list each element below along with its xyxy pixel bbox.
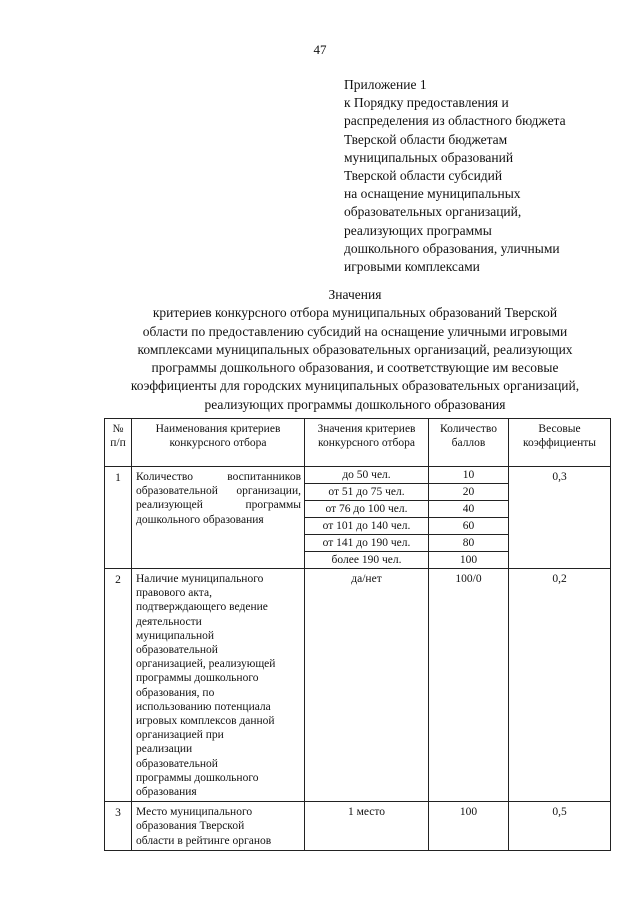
criteria-table [104, 418, 611, 851]
heading-line: программы дошкольного образования, и соответствующие им весовые [151, 360, 559, 376]
table-header-row [105, 419, 611, 467]
row-number: 1 [105, 467, 132, 569]
value-option: от 76 до 100 чел. [305, 501, 428, 518]
header-num: № п/п [105, 419, 132, 467]
value-option: от 51 до 75 чел. [305, 484, 428, 501]
weight-coefficient: 0,3 [509, 467, 611, 569]
value-option: от 141 до 190 чел. [305, 535, 428, 552]
criterion-points [429, 802, 509, 851]
criterion-points [429, 569, 509, 802]
heading-line: реализующих программы дошкольного образования [204, 396, 506, 412]
header-name: Наименования критериев конкурсного отбора [132, 419, 305, 467]
heading-title: Значения [328, 287, 382, 302]
points-option: 100/0 [455, 573, 482, 585]
criterion-name: Количество воспитанников образовательной организации, реализующей программы дошкольного образования [132, 467, 305, 569]
header-points: Количество баллов [429, 419, 509, 467]
document-heading [90, 286, 620, 414]
criterion-values [305, 467, 429, 569]
row-number: 2 [105, 569, 132, 802]
heading-line: области по предоставлению субсидий на оснащение уличными игровыми [142, 323, 568, 339]
page-number: 47 [313, 42, 327, 57]
heading-line: коэффициенты для городских муниципальных образовательных организаций, [130, 378, 580, 394]
appendix-line: распределения из областного бюджета [344, 113, 566, 129]
points-option: 60 [429, 518, 508, 535]
value-option: да/нет [351, 573, 382, 585]
criterion-points [429, 467, 509, 569]
criterion-values [305, 569, 429, 802]
weight-coefficient: 0,2 [509, 569, 611, 802]
row-number: 3 [105, 802, 132, 851]
header-coef: Весовые коэффициенты [509, 419, 611, 467]
value-option: от 101 до 140 чел. [305, 518, 428, 535]
points-option: 10 [429, 467, 508, 484]
heading-line: критериев конкурсного отбора муниципальных образований Тверской [152, 305, 558, 321]
points-option: 20 [429, 484, 508, 501]
criterion-name: Место муниципального образования Тверской области в рейтинге органов [132, 802, 305, 851]
value-option: более 190 чел. [331, 554, 402, 566]
appendix-line: образовательных организаций, [344, 204, 522, 220]
appendix-line: игровыми комплексами [344, 259, 480, 275]
criterion-values [305, 802, 429, 851]
header-values: Значения критериев конкурсного отбора [305, 419, 429, 467]
value-option: 1 место [347, 806, 386, 819]
appendix-line: к Порядку предоставления и [344, 95, 509, 111]
appendix-line: Тверской области бюджетам [344, 131, 508, 147]
appendix-line: Приложение 1 [344, 77, 427, 92]
heading-line: комплексами муниципальных образовательных организаций, реализующих [137, 341, 573, 357]
points-option: 100 [459, 806, 478, 819]
table-row [105, 467, 611, 569]
points-option: 100 [459, 554, 478, 566]
appendix-line: дошкольного образования, уличными [344, 240, 560, 256]
points-option: 80 [429, 535, 508, 552]
appendix-line: реализующих программы [344, 222, 492, 238]
appendix-line: на оснащение муниципальных [344, 186, 521, 202]
points-option: 40 [429, 501, 508, 518]
appendix-line: Тверской области субсидий [344, 168, 503, 184]
table-row [105, 802, 611, 851]
value-option: до 50 чел. [305, 467, 428, 484]
weight-coefficient: 0,5 [509, 802, 611, 851]
appendix-line: муниципальных образований [344, 149, 514, 165]
criterion-name: Наличие муниципального правового акта, подтверждающего ведение деятельности муниципальной образовательной организацией, реализующей программы дошкольного образования, по использованию потенциала игровых комплексов данной организацией при реализации образовательной программы дошкольного образования [132, 569, 305, 802]
appendix-block [344, 76, 624, 276]
table-row [105, 569, 611, 802]
